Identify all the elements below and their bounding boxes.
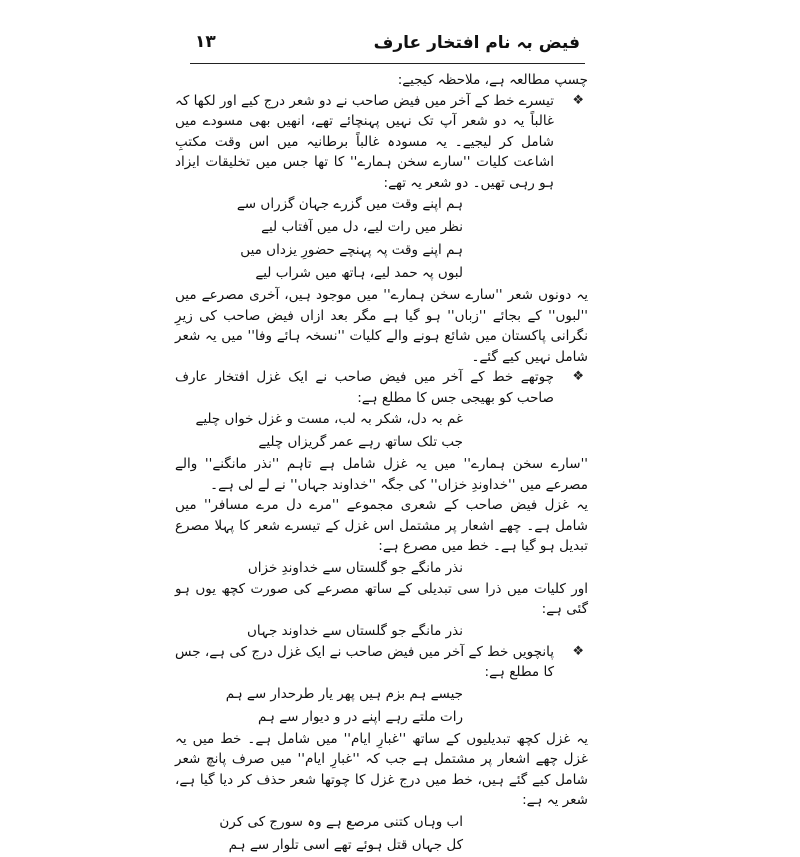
paragraph-text: پانچویں خط کے آخر میں فیض صاحب نے ایک غزل درج کی ہے، جس کا مطلع ہے:	[175, 643, 554, 680]
verse-line: ہم اپنے وقت پہ پہنچے حضورِ یزداں میں	[240, 242, 463, 258]
verse-line: اب وہاں کتنی مرصع ہے وہ سورج کی کرن	[219, 813, 463, 830]
verse-line: غم بہ دل، شکر بہ لب، مست و غزل خواں چلیے	[195, 411, 463, 427]
header-divider	[190, 63, 585, 64]
verse-line: نذر مانگے جو گلستاں سے خداوند جہاں	[247, 622, 463, 639]
paragraph-letter-4	[175, 367, 588, 408]
running-title: فیض بہ نام افتخار عارف	[373, 33, 580, 53]
verse-line: رات ملتے رہے اپنے در و دیوار سے ہم	[257, 708, 463, 725]
verse-block	[175, 683, 588, 729]
verse-line: لبوں پہ حمد لیے، ہاتھ میں شراب لیے	[255, 265, 463, 281]
verse-line: جب تلک ساتھ رہے عمر گریزاں چلیے	[258, 434, 463, 450]
paragraph-letter-3	[175, 91, 588, 194]
verse-block	[175, 408, 588, 454]
verse-line: ہم اپنے وقت میں گزرے جہان گزراں سے	[236, 196, 463, 212]
verse-line: نظر میں رات لیے، دل میں آفتاب لیے	[261, 219, 463, 235]
verse-block	[175, 557, 588, 579]
verse-block	[175, 811, 588, 857]
page-header	[195, 30, 580, 60]
verse-line: نذر مانگے جو گلستاں سے خداوندِ خزاں	[247, 559, 463, 576]
intro-line: چسپ مطالعہ ہے، ملاحظہ کیجیے:	[397, 72, 588, 88]
verse-line: جیسے ہم بزم ہیں پھر یار طرحدار سے ہم	[225, 685, 463, 702]
page-number: ۱۳	[195, 32, 216, 52]
paragraph-text: چوتھے خط کے آخر میں فیض صاحب نے ایک غزل افتخار عارف صاحب کو بھیجی جس کا مطلع ہے:	[175, 369, 554, 406]
bullet-icon: ❖	[572, 369, 584, 384]
verse-block	[175, 193, 588, 285]
verse-line: کل جہاں قتل ہوئے تھے اسی تلوار سے ہم	[228, 836, 463, 853]
paragraph-text: تیسرے خط کے آخر میں فیض صاحب نے دو شعر درج کیے اور لکھا کہ غالباً یہ دو شعر آپ تک نہیں پہنچائے تھے، انھیں بھی مسودے میں شامل کر لیجیے۔ یہ مسودہ غالباً برطانیہ میں اس وقت مکتبِ اشاعت کلیات ''سارے سخن ہمارے'' کا تھا جس میں تخلیقات ایزاد ہو رہی تھیں۔ دو شعر یہ تھے:	[175, 92, 554, 191]
paragraph-text: یہ دونوں شعر ''سارے سخن ہمارے'' میں موجود ہیں، آخری مصرعے میں ''لبوں'' کے بجائے ''زباں'' ہو گیا ہے مگر بعد ازاں فیض صاحب کی زیرِ نگرانی پاکستان میں شائع ہونے والے کلیات ''نسخہ ہائے وفا'' میں یہ شعر شامل نہیں کیے گئے۔	[175, 287, 588, 365]
paragraph-letter-5	[175, 642, 588, 683]
paragraph-text: اور کلیات میں ذرا سی تبدیلی کے ساتھ مصرعے کی صورت کچھ یوں ہو گئی ہے:	[175, 580, 588, 617]
verse-block	[175, 620, 588, 642]
bullet-icon: ❖	[572, 643, 584, 659]
bullet-icon: ❖	[572, 92, 584, 108]
paragraph-text: یہ غزل فیض صاحب کے شعری مجموعے ''مرے دل مرے مسافر'' میں شامل ہے۔ چھے اشعار پر مشتمل اس غزل کے تیسرے شعر کا پہلا مصرع تبدیل ہو گیا ہے۔ خط میں مصرع ہے:	[175, 497, 588, 554]
paragraph-text: یہ غزل کچھ تبدیلیوں کے ساتھ ''غبارِ ایام'' میں شامل ہے۔ خط میں یہ غزل چھے اشعار پر مشتمل ہے جب کہ ''غبارِ ایام'' میں صرف پانچ شعر شامل کیے گئے ہیں، خط میں درج غزل کا چوتھا شعر حذف کر دیا گیا ہے، شعر یہ ہے:	[175, 730, 588, 808]
paragraph-text: ''سارے سخن ہمارے'' میں یہ غزل شامل ہے تاہم ''نذر مانگنے'' والے مصرعے میں ''خداوندِ خزاں'' کی جگہ ''خداوند جہاں'' نے لے لی ہے۔	[175, 456, 588, 493]
page-body	[175, 70, 588, 857]
